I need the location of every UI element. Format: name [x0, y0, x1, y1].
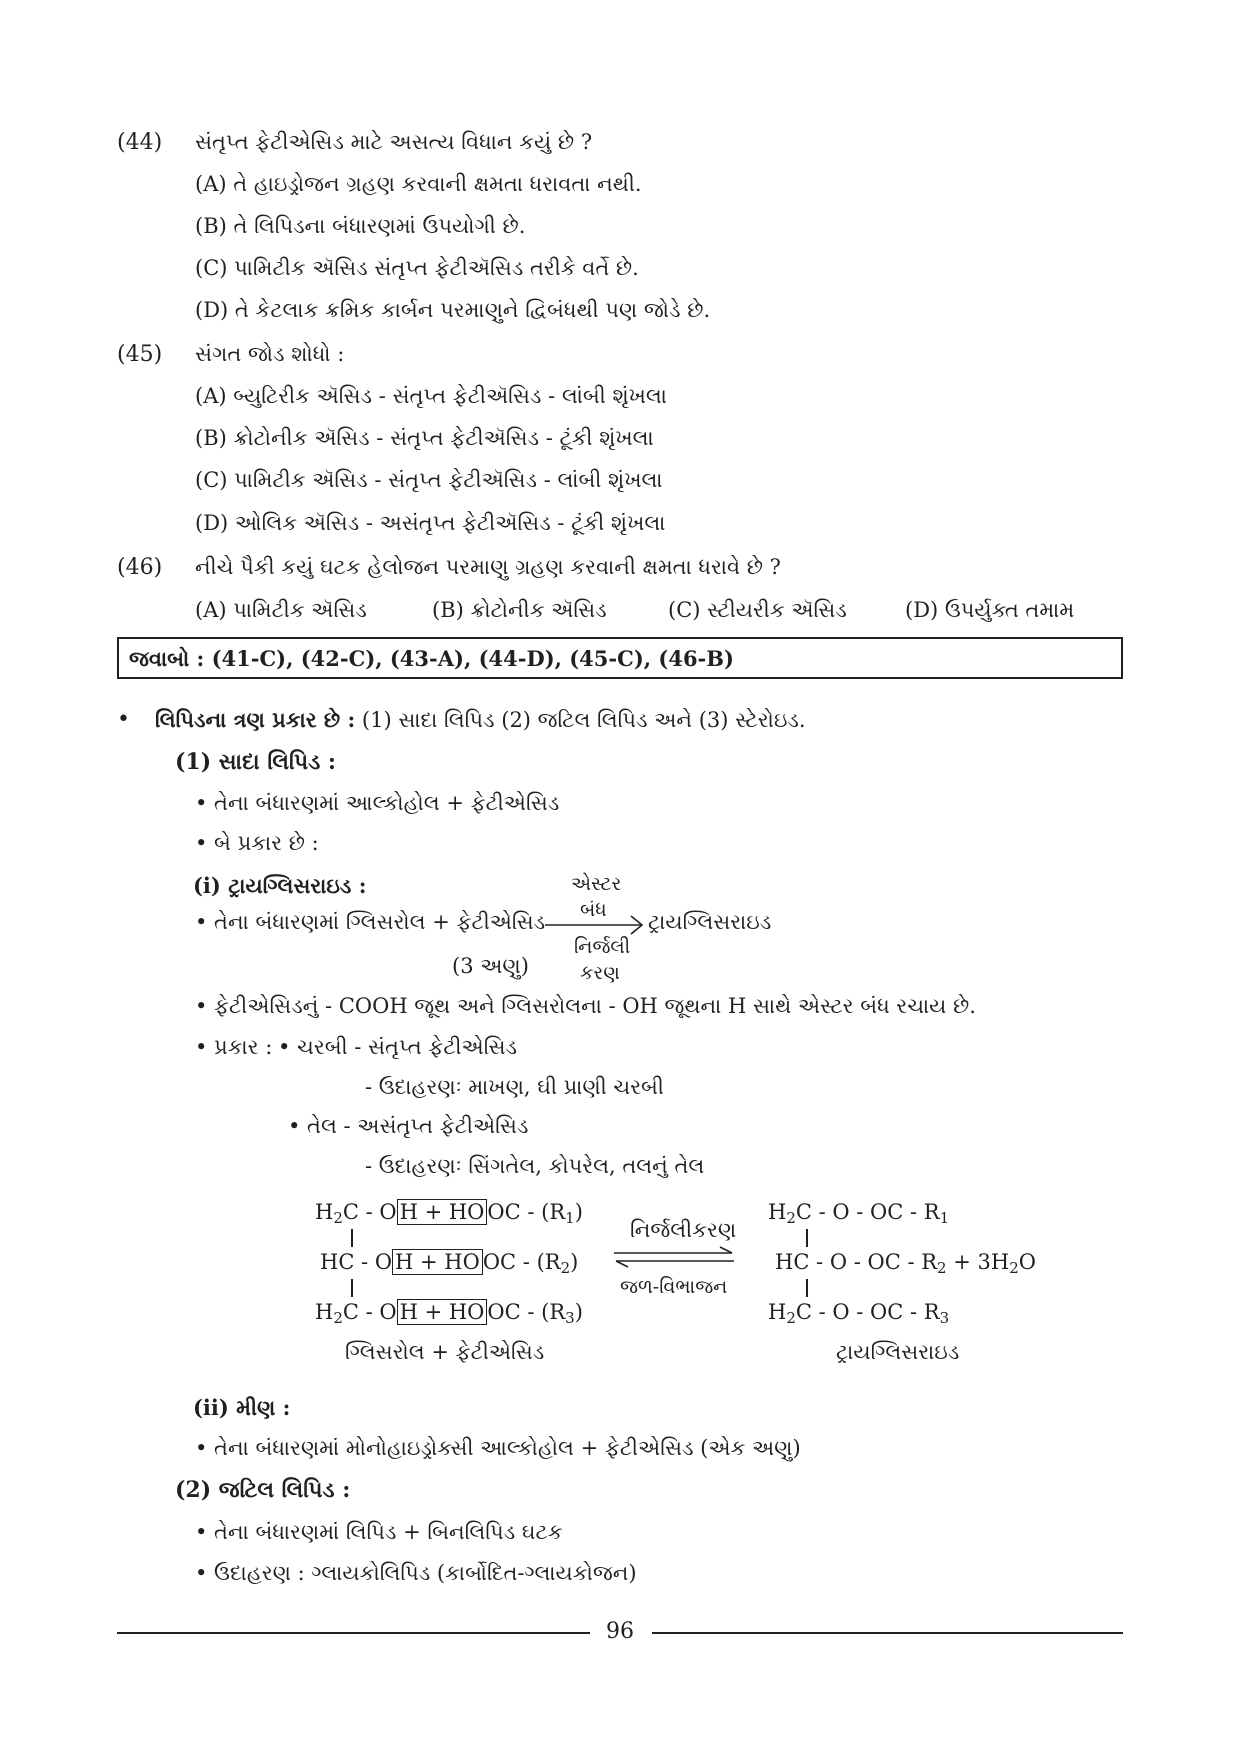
- reaction-right-row1: $H_2C$ - O - OC - $R_1$: [768, 1200, 950, 1227]
- complex-lipid-point1: • તેના બંધારણમાં લિપિડ + બિનલિપિડ ઘટક: [195, 1520, 563, 1544]
- answer-text: જવાબો : (41-C), (42-C), (43-A), (44-D), (45-C), (46-B): [129, 646, 734, 671]
- q44-option-c: (C) પામિટીક ઍસિડ સંતૃપ્ત ફેટીઍસિડ તરીકે વર્તે છે.: [195, 256, 639, 280]
- q45-option-d: (D) ઓલિક ઍસિડ - અસંતૃપ્ત ફેટીઍસિડ - ટૂંકી શૃંખલા: [195, 511, 666, 535]
- q45-number: (45): [117, 342, 163, 367]
- intro-rest: (1) સાદા લિપિડ (2) જટિલ લિપિડ અને (3) સ્ટેરોઇડ.: [355, 708, 806, 732]
- q46-option-a: (A) પામિટીક ઍસિડ: [195, 598, 367, 622]
- equilibrium-arrow: [612, 1246, 736, 1270]
- answer-box: [117, 637, 1123, 679]
- wax-point: • તેના બંધારણમાં મોનોહાઇડ્રોક્સી આલ્કોહોલ + ફેટીએસિડ (એક અણુ): [195, 1436, 801, 1460]
- arrow-label-top1: એસ્ટર: [571, 873, 622, 895]
- q46-option-d: (D) ઉપર્યુક્ત તમામ: [905, 598, 1075, 622]
- q45-option-c: (C) પામિટીક ઍસિડ - સંતૃપ્ત ફેટીઍસિડ - લાંબી શૃંખલા: [195, 468, 663, 492]
- reaction-left-row2: HC - O H + HO OC - $(R_2)$: [320, 1250, 579, 1277]
- reaction-right-row3: $H_2C$ - O - OC - $R_3$: [768, 1300, 950, 1327]
- q44-question: સંતૃપ્ત ફેટીએસિડ માટે અસત્ય વિધાન કયું છે ?: [195, 130, 593, 154]
- bond-line: [806, 1279, 808, 1297]
- reverse-label: જળ-વિભાજન: [620, 1276, 728, 1298]
- footer-rule-left: [117, 1632, 590, 1634]
- q46-number: (46): [117, 555, 163, 580]
- types-label: • પ્રકાર :: [195, 1035, 273, 1059]
- oil-example: - ઉદાહરણઃ સિંગતેલ, કોપરેલ, તલનું તેલ: [365, 1154, 705, 1178]
- simple-lipid-point2: • બે પ્રકાર છે :: [195, 831, 319, 855]
- arrow-label-bottom1: નિર્જલી: [574, 936, 631, 958]
- q44-option-a: (A) તે હાઇડ્રોજન ગ્રહણ કરવાની ક્ષમતા ધરાવતા નથી.: [195, 172, 642, 196]
- reaction-left-row3: $H_2C$ - O H + HO OC - $(R_3)$: [315, 1300, 583, 1327]
- simple-lipid-point1: • તેના બંધારણમાં આલ્કોહોલ + ફેટીએસિડ: [195, 791, 560, 815]
- q44-option-d: (D) તે કેટલાક ક્રમિક કાર્બન પરમાણુને દ્વિબંધથી પણ જોડે છે.: [195, 298, 711, 322]
- fat-line: • ચરબી - સંતૃપ્ત ફેટીએસિડ: [278, 1035, 517, 1059]
- q46-option-b: (B) ક્રોટોનીક ઍસિડ: [432, 598, 607, 622]
- intro-bullet: •: [117, 707, 130, 732]
- complex-lipid-point2: • ઉદાહરણ : ગ્લાયકોલિપિડ (કાર્બોદિત-ગ્લાયકોજન): [195, 1561, 637, 1585]
- ester-bond-description: • ફેટીએસિડનું - COOH જૂથ અને ગ્લિસરોલના - OH જૂથના H સાથે એસ્ટર બંધ રચાય છે.: [195, 994, 976, 1018]
- arrow-label-top2: બંધ: [580, 899, 607, 921]
- reaction-right-row2: HC - O - OC - $R_2 + 3H_2O$: [775, 1250, 1036, 1277]
- forward-label: નિર્જલીકરણ: [630, 1218, 737, 1242]
- footer-rule-right: [652, 1632, 1123, 1634]
- lipid-types-intro: [155, 707, 806, 733]
- bond-line: [351, 1229, 353, 1247]
- triglyceride-point1: • તેના બંધારણમાં ગ્લિસરોલ + ફેટીએસિડ: [195, 910, 546, 934]
- q46-question: નીચે પૈકી કયું ઘટક હેલોજન પરમાણુ ગ્રહણ કરવાની ક્ષમતા ધરાવે છે ?: [195, 555, 781, 579]
- bond-line: [806, 1229, 808, 1247]
- reaction-right-caption: ટ્રાયગ્લિસરાઇડ: [836, 1340, 960, 1364]
- triglyceride-product: ટ્રાયગ્લિસરાઇડ: [648, 910, 772, 934]
- arrow-label-bottom2: કરણ: [580, 962, 620, 984]
- ester-bond-arrow: [545, 915, 645, 935]
- reaction-left-row1: $H_2C$ - O H + HO OC - $(R_1)$: [315, 1200, 583, 1227]
- oil-line: • તેલ - અસંતૃપ્ત ફેટીએસિડ: [288, 1114, 529, 1138]
- q45-question: સંગત જોડ શોધો :: [195, 342, 345, 366]
- q46-option-c: (C) સ્ટીયરીક ઍસિડ: [668, 598, 847, 622]
- reaction-left-caption: ગ્લિસરોલ + ફેટીએસિડ: [345, 1340, 545, 1364]
- q45-option-a: (A) બ્યુટિરીક ઍસિડ - સંતૃપ્ત ફેટીઍસિડ - લાંબી શૃંખલા: [195, 384, 667, 408]
- simple-lipid-heading: (1) સાદા લિપિડ :: [175, 749, 337, 775]
- three-molecules-note: (3 અણુ): [452, 954, 529, 978]
- triglyceride-heading: (i) ટ્રાયગ્લિસરાઇડ :: [193, 873, 367, 898]
- complex-lipid-heading: (2) જટિલ લિપિડ :: [175, 1477, 351, 1503]
- q44-option-b: (B) તે લિપિડના બંધારણમાં ઉપયોગી છે.: [195, 214, 526, 238]
- bond-line: [351, 1279, 353, 1297]
- wax-heading: (ii) મીણ :: [193, 1395, 291, 1420]
- q44-number: (44): [117, 130, 163, 155]
- fat-example: - ઉદાહરણઃ માખણ, ઘી પ્રાણી ચરબી: [365, 1075, 664, 1099]
- q45-option-b: (B) ક્રોટોનીક ઍસિડ - સંતૃપ્ત ફેટીઍસિડ - ટૂંકી શૃંખલા: [195, 426, 654, 450]
- intro-bold: લિપિડના ત્રણ પ્રકાર છે :: [155, 707, 356, 732]
- page-number: 96: [606, 1619, 634, 1644]
